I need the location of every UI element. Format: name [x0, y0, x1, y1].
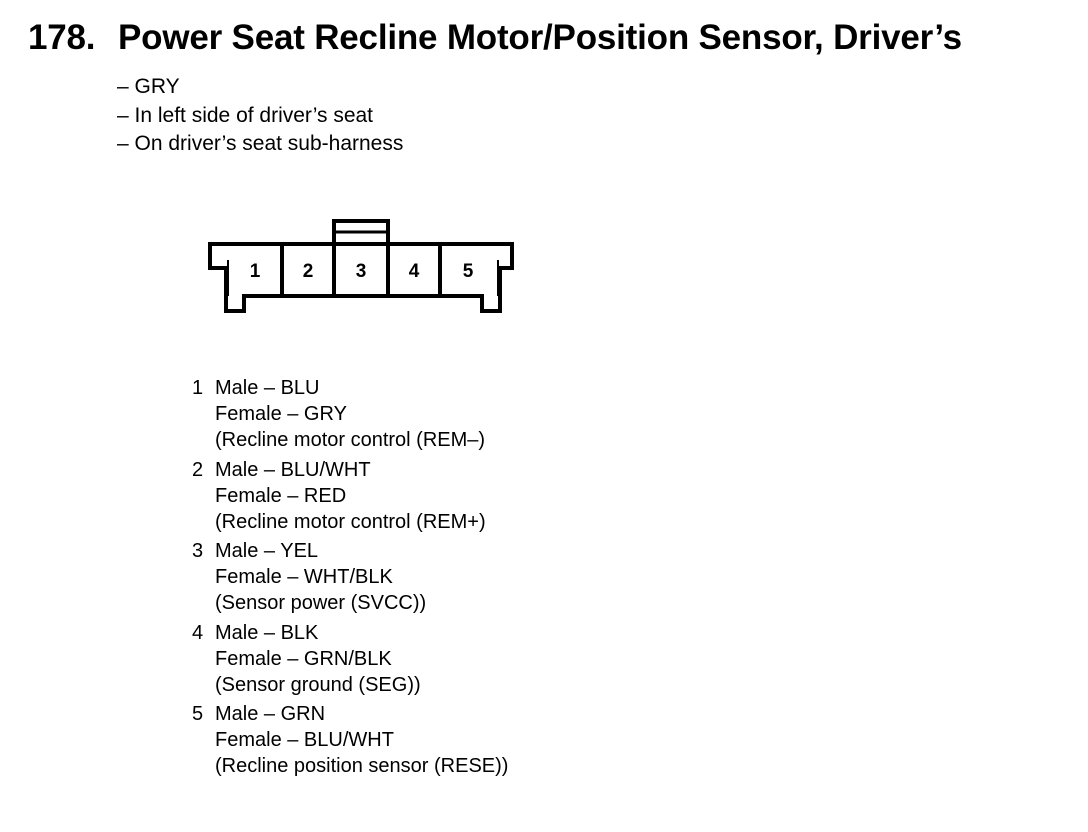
note-location: – In left side of driver’s seat: [117, 103, 374, 127]
pin-male-wire: Male – BLK: [215, 621, 319, 644]
pin-female-wire: Female – GRY: [215, 403, 347, 425]
pin-function: (Sensor power (SVCC)): [215, 592, 427, 614]
note-harness: – On driver’s seat sub-harness: [117, 132, 404, 155]
pin-female-wire: Female – RED: [215, 484, 347, 507]
pin-female-wire: Female – BLU/WHT: [215, 729, 394, 751]
pin-number: 1: [192, 377, 204, 399]
pin-male-wire: Male – BLU/WHT: [215, 458, 371, 481]
component-name: Power Seat Recline Motor/Position Sensor, Driver’s: [118, 18, 962, 57]
terminal-label-3: 3: [355, 261, 367, 282]
pin-entry: [192, 375, 508, 453]
pin-function: (Recline motor control (REM–): [215, 429, 486, 451]
pin-entry: [192, 620, 508, 698]
pin-function: (Recline position sensor (RESE)): [215, 755, 509, 777]
pin-function: (Sensor ground (SEG)): [215, 673, 421, 696]
item-number: 178.: [28, 18, 96, 57]
pin-number: 4: [192, 621, 204, 644]
pin-male-wire: Male – YEL: [215, 540, 319, 562]
pin-female-wire: Female – WHT/BLK: [215, 566, 393, 588]
pin-number: 3: [192, 540, 204, 562]
terminal-label-4: 4: [408, 261, 420, 282]
pin-entry: [192, 457, 508, 535]
pinout-list: [192, 375, 508, 783]
terminal-label-5: 5: [462, 261, 474, 282]
pin-number: 5: [192, 703, 204, 725]
terminal-label-2: 2: [302, 261, 314, 282]
pin-male-wire: Male – GRN: [215, 703, 326, 725]
pin-entry: [192, 538, 508, 616]
terminal-label-1: 1: [249, 261, 261, 282]
pin-entry: [192, 701, 508, 779]
pin-function: (Recline motor control (REM+): [215, 510, 486, 533]
pin-number: 2: [192, 458, 204, 481]
pin-female-wire: Female – GRN/BLK: [215, 647, 392, 670]
note-color: – GRY: [117, 75, 180, 98]
pin-male-wire: Male – BLU: [215, 377, 320, 399]
